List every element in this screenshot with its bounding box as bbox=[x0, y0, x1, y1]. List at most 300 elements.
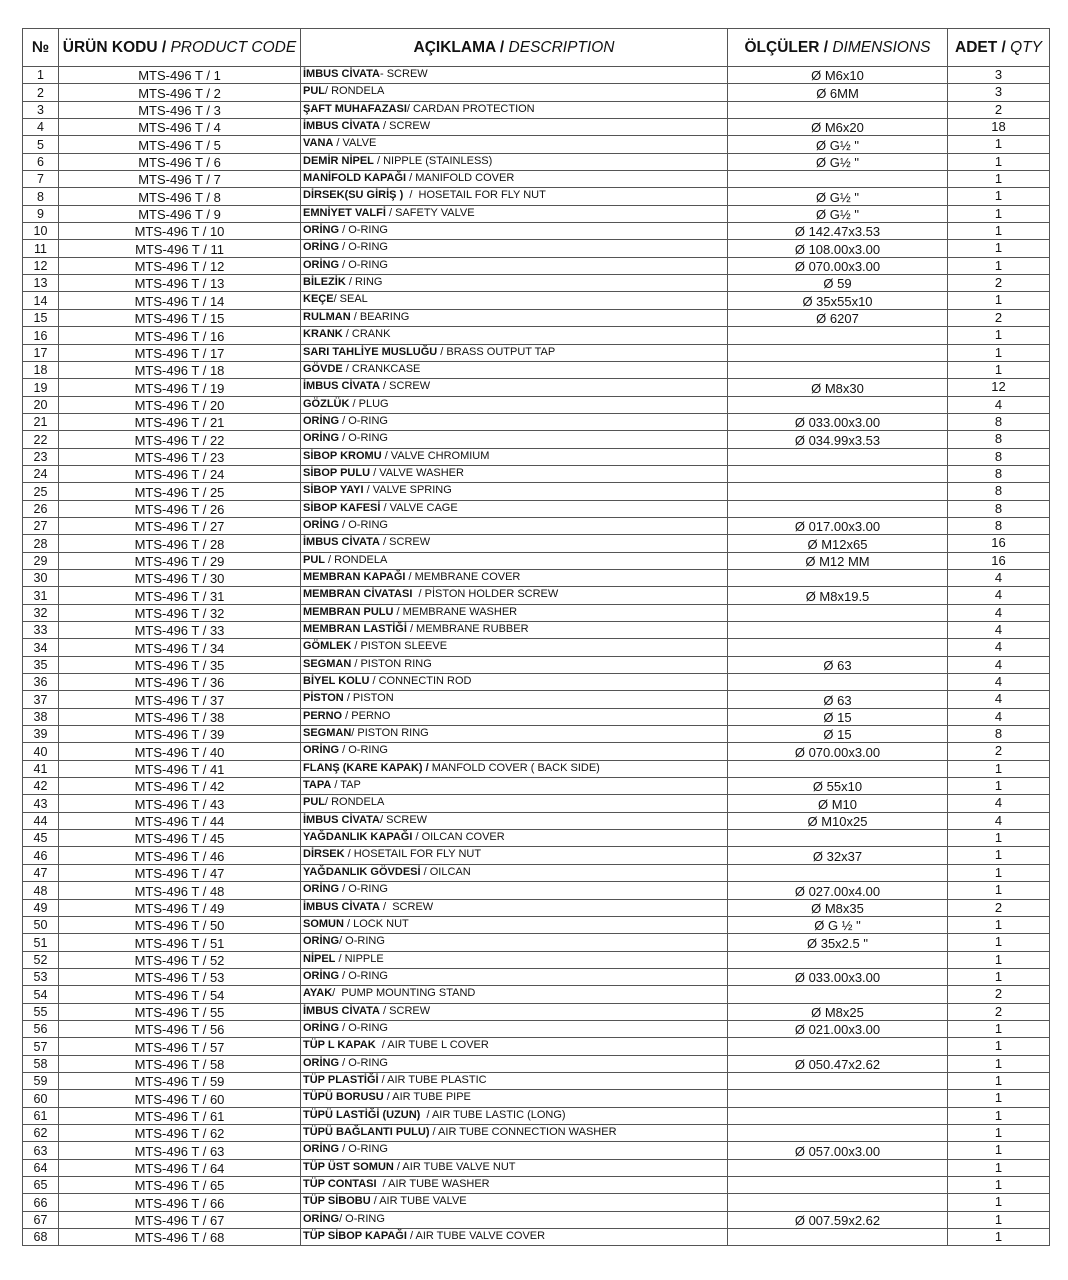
description-tr: İMBUS CİVATA bbox=[303, 120, 380, 133]
description-en: / HOSETAIL FOR FLY NUT bbox=[344, 848, 482, 861]
quantity: 1 bbox=[948, 882, 1050, 899]
product-code: MTS-496 T / 29 bbox=[59, 552, 301, 569]
table-row bbox=[23, 344, 1050, 361]
description-tr: TÜP SİBOBU bbox=[303, 1195, 371, 1208]
table-row bbox=[23, 292, 1050, 309]
dimensions: Ø 033.00x3.00 bbox=[728, 968, 948, 985]
table-row bbox=[23, 379, 1050, 396]
row-number: 56 bbox=[23, 1020, 59, 1037]
row-number: 44 bbox=[23, 812, 59, 829]
description-en: / O-RING bbox=[339, 518, 388, 531]
product-code: MTS-496 T / 19 bbox=[59, 379, 301, 396]
description bbox=[301, 205, 728, 222]
quantity: 2 bbox=[948, 899, 1050, 916]
product-code: MTS-496 T / 48 bbox=[59, 882, 301, 899]
description bbox=[301, 812, 728, 829]
quantity: 12 bbox=[948, 379, 1050, 396]
quantity: 1 bbox=[948, 864, 1050, 881]
description bbox=[301, 569, 728, 586]
dimensions bbox=[728, 864, 948, 881]
description bbox=[301, 136, 728, 153]
dimensions: Ø 6207 bbox=[728, 309, 948, 326]
quantity: 1 bbox=[948, 1072, 1050, 1089]
table-row bbox=[23, 1107, 1050, 1124]
product-code: MTS-496 T / 13 bbox=[59, 275, 301, 292]
quantity: 4 bbox=[948, 569, 1050, 586]
dimensions: Ø M6x10 bbox=[728, 67, 948, 84]
table-row bbox=[23, 1124, 1050, 1141]
product-code: MTS-496 T / 6 bbox=[59, 153, 301, 170]
description-tr: ORİNG bbox=[303, 1143, 340, 1156]
dimensions bbox=[728, 639, 948, 656]
dimensions: Ø M10x25 bbox=[728, 812, 948, 829]
description-tr: ORİNG bbox=[303, 883, 340, 896]
quantity: 2 bbox=[948, 1003, 1050, 1020]
description-en: / AIR TUBE WASHER bbox=[376, 1178, 490, 1190]
row-number: 54 bbox=[23, 986, 59, 1003]
description bbox=[301, 275, 728, 292]
quantity: 1 bbox=[948, 1124, 1050, 1141]
row-number: 40 bbox=[23, 743, 59, 760]
table-row bbox=[23, 223, 1050, 240]
table-row bbox=[23, 327, 1050, 344]
description-tr: ORİNG bbox=[303, 432, 340, 445]
quantity: 1 bbox=[948, 1038, 1050, 1055]
product-code: MTS-496 T / 14 bbox=[59, 292, 301, 309]
table-row bbox=[23, 569, 1050, 586]
table-row bbox=[23, 622, 1050, 639]
description bbox=[301, 1124, 728, 1141]
description-tr: TÜPÜ BORUSU bbox=[303, 1091, 384, 1104]
table-row bbox=[23, 84, 1050, 101]
table-row bbox=[23, 795, 1050, 812]
description-tr: TÜP PLASTİĞİ bbox=[303, 1073, 379, 1086]
product-code: MTS-496 T / 49 bbox=[59, 899, 301, 916]
product-code: MTS-496 T / 27 bbox=[59, 517, 301, 534]
quantity: 1 bbox=[948, 361, 1050, 378]
description bbox=[301, 1020, 728, 1037]
product-code: MTS-496 T / 43 bbox=[59, 795, 301, 812]
product-code: MTS-496 T / 4 bbox=[59, 119, 301, 136]
description-en: / O-RING bbox=[339, 883, 388, 896]
quantity: 1 bbox=[948, 847, 1050, 864]
dimensions bbox=[728, 1159, 948, 1176]
quantity: 1 bbox=[948, 1159, 1050, 1176]
description-en: / AIR TUBE VALVE bbox=[370, 1195, 467, 1208]
quantity: 1 bbox=[948, 778, 1050, 795]
description bbox=[301, 1055, 728, 1072]
table-row bbox=[23, 1072, 1050, 1089]
table-row bbox=[23, 517, 1050, 534]
row-number: 29 bbox=[23, 552, 59, 569]
description bbox=[301, 1090, 728, 1107]
product-code: MTS-496 T / 50 bbox=[59, 916, 301, 933]
row-number: 13 bbox=[23, 275, 59, 292]
description bbox=[301, 1003, 728, 1020]
table-row bbox=[23, 934, 1050, 951]
table-row bbox=[23, 951, 1050, 968]
description-tr: SOMUN bbox=[303, 917, 344, 930]
product-code: MTS-496 T / 42 bbox=[59, 778, 301, 795]
table-row bbox=[23, 916, 1050, 933]
row-number: 38 bbox=[23, 708, 59, 725]
table-row bbox=[23, 899, 1050, 916]
description-tr: ORİNG bbox=[303, 1212, 340, 1225]
description-en: / MEMBRANE COVER bbox=[405, 570, 521, 583]
quantity: 1 bbox=[948, 1142, 1050, 1159]
product-code: MTS-496 T / 15 bbox=[59, 309, 301, 326]
product-code: MTS-496 T / 31 bbox=[59, 587, 301, 604]
description-tr: NİPEL bbox=[303, 952, 336, 965]
table-row bbox=[23, 448, 1050, 465]
product-code: MTS-496 T / 53 bbox=[59, 968, 301, 985]
dimensions bbox=[728, 500, 948, 517]
quantity: 8 bbox=[948, 465, 1050, 482]
dimensions: Ø 021.00x3.00 bbox=[728, 1020, 948, 1037]
description bbox=[301, 257, 728, 274]
description bbox=[301, 153, 728, 170]
description-tr: RULMAN bbox=[303, 310, 351, 323]
quantity: 1 bbox=[948, 257, 1050, 274]
row-number: 30 bbox=[23, 569, 59, 586]
header-qty: ADET / QTY bbox=[948, 29, 1050, 67]
dimensions bbox=[728, 951, 948, 968]
dimensions bbox=[728, 448, 948, 465]
description bbox=[301, 1038, 728, 1055]
quantity: 8 bbox=[948, 413, 1050, 430]
quantity: 2 bbox=[948, 101, 1050, 118]
row-number: 8 bbox=[23, 188, 59, 205]
row-number: 60 bbox=[23, 1090, 59, 1107]
description bbox=[301, 864, 728, 881]
description bbox=[301, 639, 728, 656]
description-tr: SEGMAN bbox=[303, 657, 352, 670]
description-tr: VANA bbox=[303, 137, 334, 150]
dimensions: Ø M8x19.5 bbox=[728, 587, 948, 604]
description-en: / VALVE WASHER bbox=[370, 466, 464, 479]
product-code: MTS-496 T / 60 bbox=[59, 1090, 301, 1107]
quantity: 8 bbox=[948, 483, 1050, 500]
table-row bbox=[23, 968, 1050, 985]
product-code: MTS-496 T / 37 bbox=[59, 691, 301, 708]
description bbox=[301, 760, 728, 777]
description-tr: TAPA bbox=[303, 779, 332, 792]
product-code: MTS-496 T / 23 bbox=[59, 448, 301, 465]
description-tr: YAĞDANLIK KAPAĞI bbox=[303, 831, 413, 844]
description-tr: TÜP L KAPAK bbox=[303, 1039, 376, 1052]
dimensions bbox=[728, 1229, 948, 1246]
description-en: / SCREW bbox=[380, 900, 434, 913]
row-number: 24 bbox=[23, 465, 59, 482]
description-tr: SARI TAHLİYE MUSLUĞU bbox=[303, 345, 438, 358]
product-code: MTS-496 T / 56 bbox=[59, 1020, 301, 1037]
description-en: / AIR TUBE CONNECTION WASHER bbox=[429, 1125, 617, 1138]
quantity: 4 bbox=[948, 795, 1050, 812]
row-number: 47 bbox=[23, 864, 59, 881]
row-number: 25 bbox=[23, 483, 59, 500]
dimensions: Ø 15 bbox=[728, 726, 948, 743]
description bbox=[301, 361, 728, 378]
description-en: / MEMBRANE WASHER bbox=[393, 605, 518, 618]
description bbox=[301, 344, 728, 361]
quantity: 8 bbox=[948, 448, 1050, 465]
quantity: 4 bbox=[948, 622, 1050, 639]
product-code: MTS-496 T / 16 bbox=[59, 327, 301, 344]
description bbox=[301, 413, 728, 430]
description-tr: İMBUS CİVATA bbox=[303, 813, 380, 826]
description-tr: DİRSEK(SU GİRİŞ ) bbox=[303, 189, 404, 202]
quantity: 1 bbox=[948, 760, 1050, 777]
description-en: / RONDELA bbox=[325, 553, 388, 566]
description-tr: GÖVDE bbox=[303, 362, 343, 375]
quantity: 1 bbox=[948, 1020, 1050, 1037]
dimensions: Ø G½ " bbox=[728, 205, 948, 222]
table-row bbox=[23, 1090, 1050, 1107]
description-en: / NIPPLE bbox=[335, 952, 384, 965]
description bbox=[301, 1211, 728, 1228]
description-en: / PISTON SLEEVE bbox=[351, 640, 448, 653]
product-code: MTS-496 T / 8 bbox=[59, 188, 301, 205]
table-row bbox=[23, 708, 1050, 725]
row-number: 68 bbox=[23, 1229, 59, 1246]
description bbox=[301, 240, 728, 257]
description-en: / O-RING bbox=[339, 1021, 388, 1034]
description-en: / CRANKCASE bbox=[342, 362, 421, 375]
row-number: 4 bbox=[23, 119, 59, 136]
dimensions: Ø 033.00x3.00 bbox=[728, 413, 948, 430]
description bbox=[301, 1194, 728, 1211]
dimensions bbox=[728, 1038, 948, 1055]
description-en: / LOCK NUT bbox=[343, 917, 409, 930]
description-en: / AIR TUBE PIPE bbox=[383, 1091, 471, 1104]
dimensions: Ø 070.00x3.00 bbox=[728, 743, 948, 760]
row-number: 1 bbox=[23, 67, 59, 84]
product-code: MTS-496 T / 65 bbox=[59, 1177, 301, 1194]
description-tr: ŞAFT MUHAFAZASI bbox=[303, 102, 407, 115]
table-row bbox=[23, 812, 1050, 829]
product-code: MTS-496 T / 10 bbox=[59, 223, 301, 240]
dimensions: Ø 6MM bbox=[728, 84, 948, 101]
dimensions bbox=[728, 604, 948, 621]
product-code: MTS-496 T / 7 bbox=[59, 171, 301, 188]
row-number: 58 bbox=[23, 1055, 59, 1072]
quantity: 1 bbox=[948, 171, 1050, 188]
product-code: MTS-496 T / 12 bbox=[59, 257, 301, 274]
description bbox=[301, 674, 728, 691]
product-code: MTS-496 T / 17 bbox=[59, 344, 301, 361]
table-row bbox=[23, 760, 1050, 777]
quantity: 16 bbox=[948, 552, 1050, 569]
table-row bbox=[23, 101, 1050, 118]
quantity: 4 bbox=[948, 639, 1050, 656]
quantity: 1 bbox=[948, 136, 1050, 153]
description bbox=[301, 847, 728, 864]
description-en: / RING bbox=[345, 276, 383, 289]
row-number: 41 bbox=[23, 760, 59, 777]
product-code: MTS-496 T / 40 bbox=[59, 743, 301, 760]
dimensions: Ø M10 bbox=[728, 795, 948, 812]
table-row bbox=[23, 396, 1050, 413]
row-number: 63 bbox=[23, 1142, 59, 1159]
description-en: / SEAL bbox=[333, 293, 368, 306]
description bbox=[301, 67, 728, 84]
description bbox=[301, 691, 728, 708]
description-en: / PISTON RING bbox=[351, 727, 429, 740]
description-en: - SCREW bbox=[380, 68, 428, 80]
description-tr: GÖZLÜK bbox=[303, 397, 350, 410]
description bbox=[301, 726, 728, 743]
description bbox=[301, 448, 728, 465]
dimensions: Ø 55x10 bbox=[728, 778, 948, 795]
product-code: MTS-496 T / 28 bbox=[59, 535, 301, 552]
description bbox=[301, 309, 728, 326]
parts-table bbox=[22, 28, 1050, 1246]
product-code: MTS-496 T / 38 bbox=[59, 708, 301, 725]
description-tr: MEMBRAN LASTİĞİ bbox=[303, 623, 407, 635]
description-en: / OILCAN bbox=[420, 865, 471, 878]
description bbox=[301, 535, 728, 552]
row-number: 52 bbox=[23, 951, 59, 968]
quantity: 3 bbox=[948, 84, 1050, 101]
description-tr: TÜPÜ LASTİĞİ (UZUN) bbox=[303, 1108, 421, 1121]
quantity: 4 bbox=[948, 708, 1050, 725]
description bbox=[301, 396, 728, 413]
dimensions: Ø G½ " bbox=[728, 188, 948, 205]
description bbox=[301, 517, 728, 534]
row-number: 21 bbox=[23, 413, 59, 430]
table-row bbox=[23, 552, 1050, 569]
dimensions bbox=[728, 1177, 948, 1194]
quantity: 1 bbox=[948, 916, 1050, 933]
description-tr: TÜP CONTASI bbox=[303, 1178, 377, 1190]
product-code: MTS-496 T / 66 bbox=[59, 1194, 301, 1211]
dimensions: Ø M8x35 bbox=[728, 899, 948, 916]
product-code: MTS-496 T / 63 bbox=[59, 1142, 301, 1159]
description-en: / SCREW bbox=[380, 120, 431, 133]
header-dimensions: ÖLÇÜLER / DIMENSIONS bbox=[728, 29, 948, 67]
row-number: 16 bbox=[23, 327, 59, 344]
description-en: / CONNECTIN ROD bbox=[369, 675, 472, 688]
description bbox=[301, 882, 728, 899]
description-tr: İMBUS CİVATA bbox=[303, 380, 380, 393]
quantity: 1 bbox=[948, 188, 1050, 205]
table-row bbox=[23, 674, 1050, 691]
product-code: MTS-496 T / 5 bbox=[59, 136, 301, 153]
dimensions bbox=[728, 101, 948, 118]
row-number: 12 bbox=[23, 257, 59, 274]
table-row bbox=[23, 431, 1050, 448]
product-code: MTS-496 T / 3 bbox=[59, 101, 301, 118]
product-code: MTS-496 T / 20 bbox=[59, 396, 301, 413]
quantity: 2 bbox=[948, 309, 1050, 326]
description-tr: SİBOP KROMU bbox=[303, 449, 382, 462]
description-en: / AIR TUBE PLASTIC bbox=[378, 1073, 487, 1086]
table-row bbox=[23, 153, 1050, 170]
description-en: / AIR TUBE LASTIC (LONG) bbox=[420, 1108, 566, 1121]
description-en: / VALVE bbox=[333, 137, 377, 150]
table-row bbox=[23, 483, 1050, 500]
description-en: / SCREW bbox=[380, 380, 431, 393]
row-number: 23 bbox=[23, 448, 59, 465]
description-en: / NIPPLE (STAINLESS) bbox=[373, 154, 493, 167]
description-tr: MEMBRAN KAPAĞI bbox=[303, 570, 406, 583]
row-number: 7 bbox=[23, 171, 59, 188]
description-tr: SİBOP PULU bbox=[303, 466, 371, 479]
quantity: 1 bbox=[948, 1107, 1050, 1124]
dimensions bbox=[728, 674, 948, 691]
table-row bbox=[23, 1177, 1050, 1194]
dimensions bbox=[728, 1194, 948, 1211]
description-en: / SCREW bbox=[380, 1004, 431, 1017]
description-en: / BRASS OUTPUT TAP bbox=[437, 345, 556, 358]
description-en: / SCREW bbox=[380, 813, 428, 826]
description-tr: PUL bbox=[303, 553, 325, 566]
quantity: 1 bbox=[948, 1194, 1050, 1211]
dimensions bbox=[728, 1124, 948, 1141]
description bbox=[301, 1072, 728, 1089]
parts-list-sheet bbox=[22, 28, 1050, 1246]
row-number: 61 bbox=[23, 1107, 59, 1124]
description-en: / O-RING bbox=[339, 935, 385, 948]
row-number: 18 bbox=[23, 361, 59, 378]
description-en: / O-RING bbox=[339, 1056, 388, 1069]
description bbox=[301, 171, 728, 188]
product-code: MTS-496 T / 26 bbox=[59, 500, 301, 517]
description bbox=[301, 101, 728, 118]
description bbox=[301, 1142, 728, 1159]
dimensions bbox=[728, 344, 948, 361]
quantity: 1 bbox=[948, 968, 1050, 985]
description-tr: PUL bbox=[303, 796, 325, 809]
description-tr: ORİNG bbox=[303, 935, 340, 948]
description bbox=[301, 500, 728, 517]
table-row bbox=[23, 882, 1050, 899]
dimensions bbox=[728, 483, 948, 500]
product-code: MTS-496 T / 11 bbox=[59, 240, 301, 257]
quantity: 1 bbox=[948, 1229, 1050, 1246]
description bbox=[301, 84, 728, 101]
product-code: MTS-496 T / 33 bbox=[59, 622, 301, 639]
row-number: 5 bbox=[23, 136, 59, 153]
row-number: 33 bbox=[23, 622, 59, 639]
dimensions: Ø 070.00x3.00 bbox=[728, 257, 948, 274]
description-tr: TÜP ÜST SOMUN bbox=[303, 1160, 394, 1173]
product-code: MTS-496 T / 30 bbox=[59, 569, 301, 586]
quantity: 4 bbox=[948, 587, 1050, 604]
row-number: 50 bbox=[23, 916, 59, 933]
dimensions: Ø 35x2.5 " bbox=[728, 934, 948, 951]
dimensions bbox=[728, 760, 948, 777]
description bbox=[301, 951, 728, 968]
product-code: MTS-496 T / 22 bbox=[59, 431, 301, 448]
row-number: 59 bbox=[23, 1072, 59, 1089]
dimensions bbox=[728, 396, 948, 413]
product-code: MTS-496 T / 2 bbox=[59, 84, 301, 101]
dimensions bbox=[728, 1107, 948, 1124]
product-code: MTS-496 T / 47 bbox=[59, 864, 301, 881]
table-row bbox=[23, 240, 1050, 257]
product-code: MTS-496 T / 57 bbox=[59, 1038, 301, 1055]
product-code: MTS-496 T / 35 bbox=[59, 656, 301, 673]
row-number: 11 bbox=[23, 240, 59, 257]
description-tr: İMBUS CİVATA bbox=[303, 68, 380, 80]
quantity: 1 bbox=[948, 1177, 1050, 1194]
description-tr: PERNO bbox=[303, 709, 343, 722]
table-row bbox=[23, 986, 1050, 1003]
quantity: 1 bbox=[948, 1211, 1050, 1228]
table-row bbox=[23, 726, 1050, 743]
table-row bbox=[23, 1038, 1050, 1055]
